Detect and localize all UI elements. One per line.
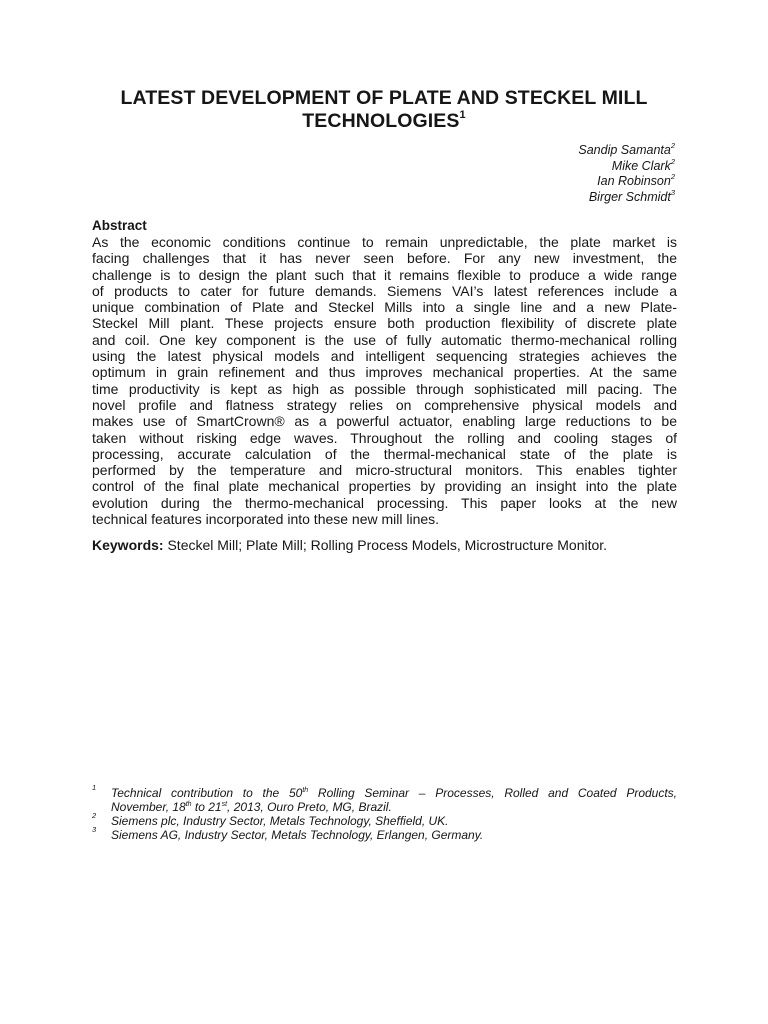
keywords-label: Keywords: xyxy=(92,537,164,553)
abstract-line: processing, accurate calculation of the thermal-mechanical state of the plate is xyxy=(92,445,677,462)
footnotes xyxy=(92,783,678,842)
keywords xyxy=(92,537,692,553)
paper-title-line-1: LATEST DEVELOPMENT OF PLATE AND STECKEL MILL xyxy=(120,87,648,109)
abstract-line: optimum in grain refinement and thus improves mechanical properties. At the same xyxy=(92,364,677,381)
abstract-line: challenge is to design the plant such that it remains flexible to produce a wide range xyxy=(92,266,677,283)
author-list xyxy=(375,143,675,205)
footnote-text: November, 18 xyxy=(111,800,186,814)
abstract-line: novel profile and flatness strategy relies on comprehensive physical models and xyxy=(92,396,677,413)
abstract-line: of products to cater for future demands. Siemens VAI’s latest references include a xyxy=(92,282,677,299)
footnote-sup: th xyxy=(302,787,309,794)
title-footnote-mark: 1 xyxy=(459,109,466,121)
footnote-text: , 2013, Ouro Preto, MG, Brazil. xyxy=(227,800,392,814)
abstract-line: technical features incorporated into these new mill lines. xyxy=(92,511,440,528)
author-affiliation-mark: 3 xyxy=(670,187,675,197)
author-affiliation-mark: 2 xyxy=(670,172,675,181)
footnote-mark: 2 xyxy=(92,811,97,820)
abstract-line: taken without risking edge waves. Throughout the rolling and cooling stages of xyxy=(92,429,677,446)
author-name: Ian Robinson xyxy=(597,174,671,188)
author-name: Sandip Samanta xyxy=(578,143,671,157)
footnote-sup: st xyxy=(221,801,228,808)
abstract-line: Steckel Mill plant. These projects ensure both production flexibility of discrete plate xyxy=(92,315,677,332)
footnote xyxy=(92,783,678,814)
footnote-mark: 3 xyxy=(92,825,97,834)
paper-title-text: TECHNOLOGIES xyxy=(302,110,460,132)
author xyxy=(375,156,675,175)
abstract-line: unique combination of Plate and Steckel Mills into a single line and a new Plate- xyxy=(92,299,677,316)
footnote-mark: 1 xyxy=(92,783,97,792)
footnote-text: Siemens AG, Industry Sector, Metals Technology, Erlangen, Germany. xyxy=(111,828,484,842)
abstract-line: using the latest physical models and intelligent sequencing strategies achieves the xyxy=(92,348,677,365)
abstract-body xyxy=(92,234,677,527)
abstract-line: makes use of SmartCrown® as a powerful actuator, enabling large reductions to be xyxy=(92,413,677,430)
keywords-text: Steckel Mill; Plate Mill; Rolling Process Models, Microstructure Monitor. xyxy=(163,537,608,553)
author-name: Birger Schmidt xyxy=(588,189,671,204)
abstract-line: evolution during the thermo-mechanical processing. This paper looks at the new xyxy=(92,494,677,511)
author-affiliation-mark: 2 xyxy=(670,156,675,166)
abstract-heading: Abstract xyxy=(92,218,147,233)
author xyxy=(375,143,675,159)
author-affiliation-mark: 2 xyxy=(670,141,675,150)
footnote-sup: th xyxy=(185,801,192,808)
footnote-text: Technical contribution to the 50 xyxy=(111,786,303,800)
abstract-line: and coil. One key component is the use of fully automatic thermo-mechanical rolling xyxy=(92,331,677,348)
footnote xyxy=(92,811,677,828)
footnote-line xyxy=(111,800,677,814)
author xyxy=(375,187,675,206)
paper-title-line-2 xyxy=(60,110,708,132)
abstract-line: performed by the temperature and micro-structural monitors. This enables tighter xyxy=(92,462,677,479)
author xyxy=(375,174,675,190)
abstract-line: control of the final plate mechanical properties by providing an insight into the plate xyxy=(92,478,677,495)
footnote-line xyxy=(111,786,677,800)
abstract-line: facing challenges that it has never seen before. For any new investment, the xyxy=(92,250,677,267)
footnote xyxy=(92,825,677,842)
footnote-text: to 21 xyxy=(191,800,222,814)
author-name: Mike Clark xyxy=(611,158,671,173)
abstract-line: As the economic conditions continue to remain unpredictable, the plate market is xyxy=(92,234,677,250)
footnote-text: Rolling Seminar – Processes, Rolled and Coated Products, xyxy=(308,786,678,800)
footnote-text: Siemens plc, Industry Sector, Metals Technology, Sheffield, UK. xyxy=(111,814,449,828)
abstract-line: time productivity is kept as high as possible through sophisticated mill pacing. The xyxy=(92,380,677,397)
